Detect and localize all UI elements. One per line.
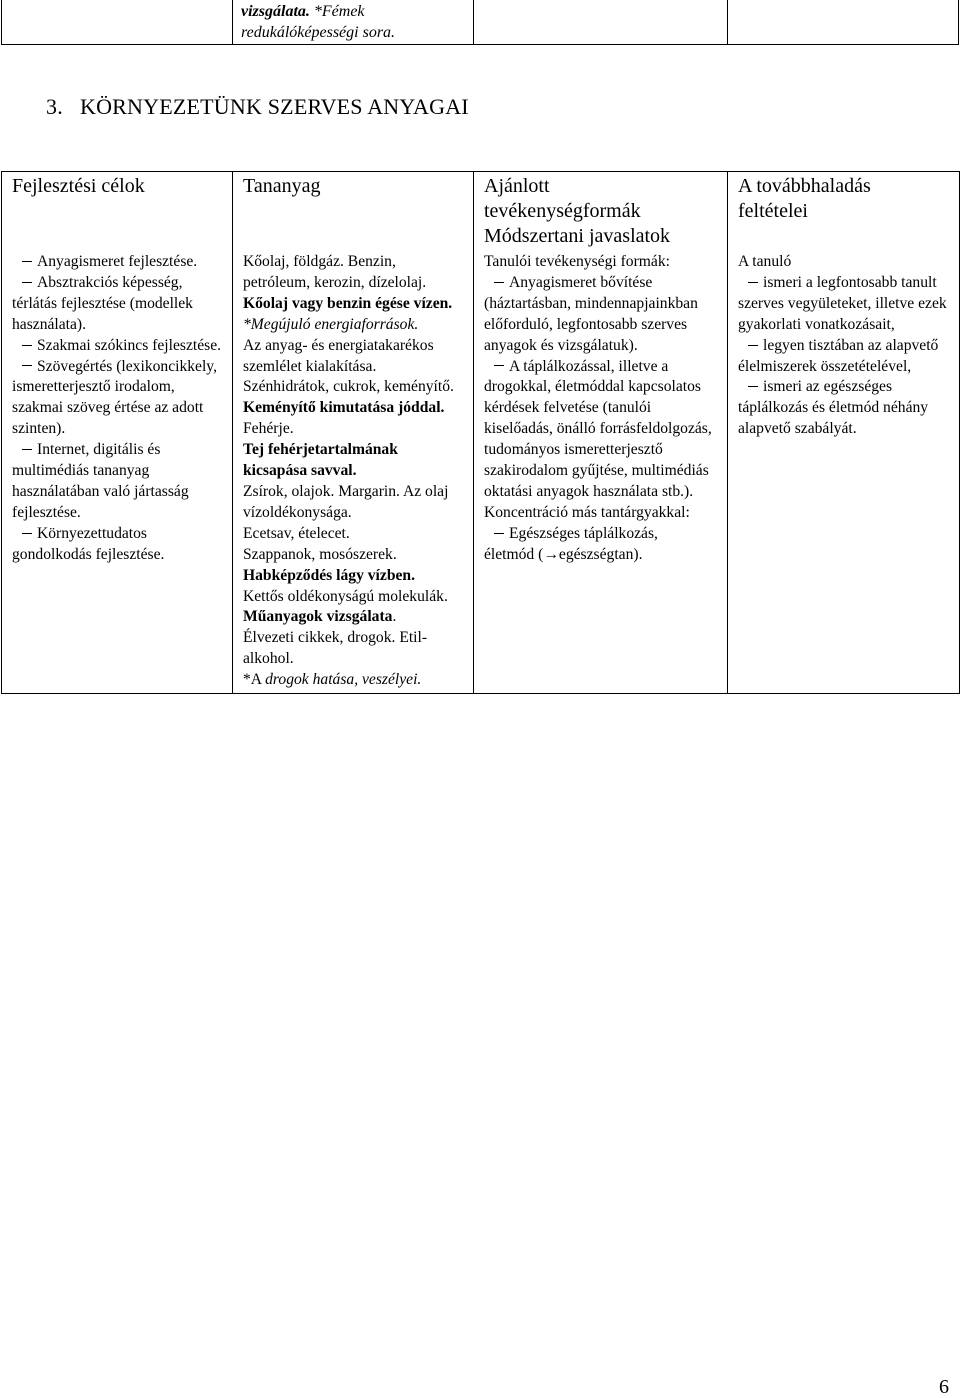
tananyag-experiment: Keményítő kimutatása jóddal. (243, 399, 445, 417)
cell-tevekenysegformak (474, 250, 728, 694)
top-fragment-bold: vizsgálata. (241, 3, 310, 20)
header-tananyag: Tananyag (233, 172, 474, 251)
table-header-row (2, 172, 960, 251)
table-body-row (2, 250, 960, 694)
section-title: 3. KÖRNYEZETÜNK SZERVES ANYAGAI (46, 94, 469, 119)
list-item: A táplálkozással, illetve a drogokkal, életmóddal kapcsolatos kérdések felvetése (tanulói kiselőadás, önálló forrásfeldolgozás, tudományos ismeretterjesztő szakirodalom gyűjtése, multimédiás oktatási anyagok használata stb.). (484, 357, 712, 500)
header-fejlesztesi-celok: Fejlesztési célok (2, 172, 233, 251)
header-tovabbhaladas-line1: A továbbhaladás (738, 175, 871, 197)
list-item: Anyagismeret fejlesztése. (12, 252, 224, 273)
tananyag-experiment: Műanyagok vizsgálata. (243, 608, 397, 626)
koncentracio-label: Koncentráció más tantárgyakkal: (484, 503, 690, 521)
header-tevekenysegformak-text: tevékenységformák (484, 200, 641, 222)
tananyag-line: Szénhidrátok, cukrok, keményítő. (243, 378, 454, 396)
tovabbhaladas-intro: A tanuló (738, 253, 792, 270)
header-ajanlott: Ajánlott (484, 175, 550, 197)
top-fragment-line2: redukálóképességi sora. (241, 24, 396, 41)
list-item: Környezettudatos gondolkodás fejlesztése. (12, 524, 165, 563)
tananyag-line: Ecetsav, ételecet. (243, 524, 350, 542)
list-item: Egészséges táplálkozás, (484, 524, 719, 545)
header-tovabbhaladas (728, 172, 960, 251)
top-fragment-cell (232, 0, 474, 45)
list-item: ismeri az egészséges táplálkozás és életmód néhány alapvető szabályát. (738, 378, 929, 438)
tananyag-line: Kőolaj, földgáz. Benzin, petróleum, kerozin, dízelolaj. (243, 253, 427, 291)
header-modszertani-javaslatok: Módszertani javaslatok (484, 225, 671, 247)
list-item: életmód (→egészségtan). (484, 545, 643, 563)
cell-fejlesztesi-celok (2, 250, 233, 694)
tananyag-line: Élvezeti cikkek, drogok. Etil-alkohol. (243, 629, 428, 668)
top-fragment-right-cells (473, 0, 959, 45)
top-fragment-italic: *Fémek (309, 3, 365, 20)
tananyag-experiment: Habképződés lágy vízben. (243, 566, 415, 584)
tananyag-line: Szappanok, mosószerek. (243, 545, 397, 563)
tananyag-line: Az anyag- és energiatakarékos szemlélet kialakítása. (243, 336, 434, 375)
tananyag-line: Zsírok, olajok. Margarin. Az olaj vízoldékonysága. (243, 482, 449, 521)
header-tevekenysegformak (474, 172, 728, 251)
list-item: Szakmai szókincs fejlesztése. (12, 336, 224, 357)
arrow-icon: → (543, 545, 559, 563)
list-item: Absztrakciós képesség, térlátás fejlesztése (modellek használata). (12, 273, 193, 333)
cell-tananyag (233, 250, 474, 694)
list-item: Szövegértés (lexikoncikkely, ismeretterjesztő irodalom, szakmai szöveg értése az adott szinten). (12, 357, 217, 438)
tananyag-line: *A drogok hatása, veszélyei. (243, 671, 422, 689)
tananyag-line: Kettős oldékonyságú molekulák. (243, 587, 448, 605)
cell-tovabbhaladas (728, 250, 960, 694)
list-item: legyen tisztában az alapvető élelmiszerek összetételével, (738, 336, 939, 375)
list-item: Anyagismeret bővítése (háztartásban, mindennapjainkban előforduló, legfontosabb szerves anyagok és vizsgálatuk). (484, 273, 698, 354)
top-fragment-left-cell (1, 0, 233, 45)
tananyag-experiment: Tej fehérjetartalmának kicsapása savval. (243, 441, 398, 480)
tananyag-line: *Megújuló energiaforrások. (243, 315, 419, 333)
curriculum-table (1, 171, 960, 694)
tananyag-line: Fehérje. (243, 420, 294, 438)
page-number: 6 (939, 1376, 949, 1398)
tananyag-experiment: Kőolaj vagy benzin égése vízen. (243, 294, 453, 312)
header-tovabbhaladas-line2: feltételei (738, 200, 808, 222)
list-item: ismeri a legfontosabb tanult szerves vegyületeket, illetve ezek gyakorlati vonatkozásait, (738, 273, 947, 333)
tevekenyseg-intro: Tanulói tevékenységi formák: (484, 253, 670, 270)
list-item: Internet, digitális és multimédiás tananyag használatában való jártasság fejlesztése. (12, 441, 189, 521)
